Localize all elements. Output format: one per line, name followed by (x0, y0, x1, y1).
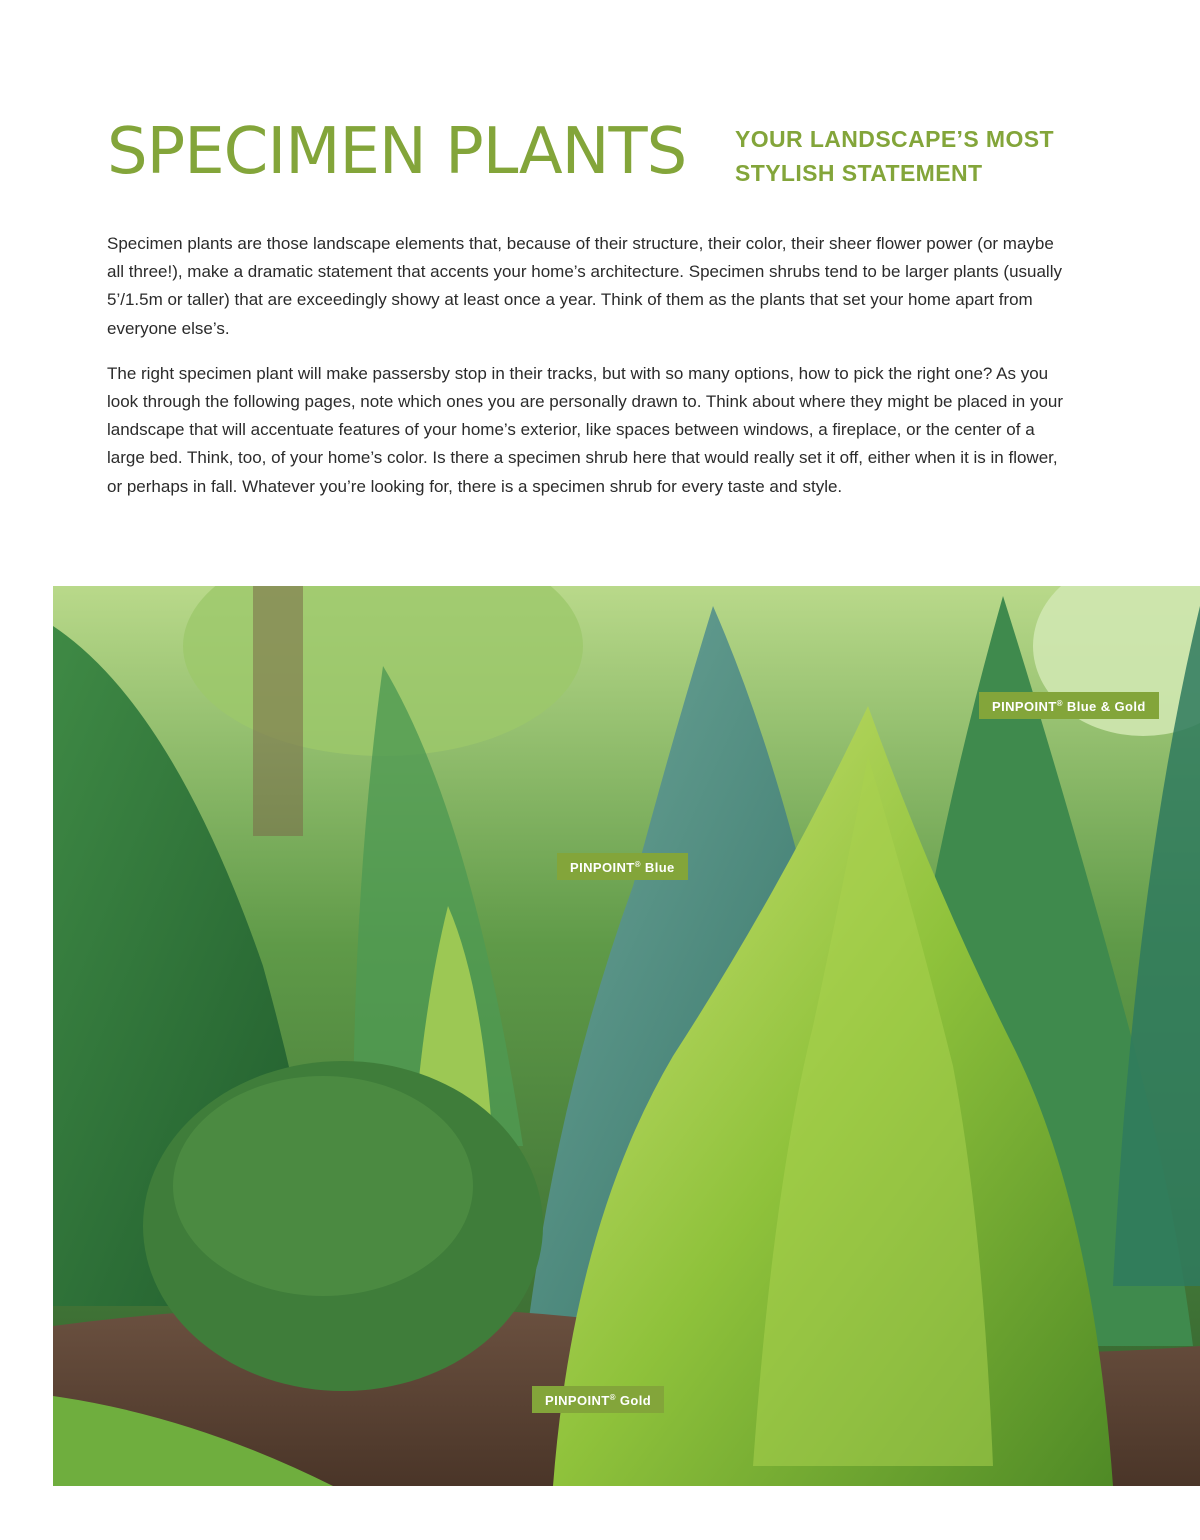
label-variety: Blue (640, 860, 675, 875)
label-brand: PINPOINT (570, 860, 635, 875)
page-title: SPECIMEN PLANTS (107, 115, 687, 189)
label-variety: Blue & Gold (1062, 699, 1146, 714)
label-brand: PINPOINT (992, 699, 1057, 714)
label-variety: Gold (615, 1393, 652, 1408)
label-brand: PINPOINT (545, 1393, 610, 1408)
label-pinpoint-blue (557, 853, 688, 880)
registered-mark: ® (634, 860, 641, 869)
page-subtitle (735, 122, 1075, 190)
page-header (107, 110, 1067, 200)
intro-paragraph-1: Specimen plants are those landscape elements that, because of their structure, their color, their sheer flower power (or maybe all three!), make a dramatic statement that accents your home’s architecture. Specimen shrubs tend to be larger plants (usually 5’/1.5m or taller) that are exceedingly showy at least once a year. Think of them as the plants that set your home apart from everyone else’s. (107, 234, 1062, 338)
subtitle-line-1: YOUR LANDSCAPE’S MOST (735, 126, 1054, 152)
label-pinpoint-blue-gold (979, 692, 1159, 719)
registered-mark: ® (609, 1393, 616, 1402)
label-pinpoint-gold (532, 1386, 664, 1413)
subtitle-line-2: STYLISH STATEMENT (735, 160, 983, 186)
intro-text (107, 230, 1067, 518)
garden-photo (53, 586, 1200, 1486)
garden-photo-illustration (53, 586, 1200, 1486)
intro-paragraph-2: The right specimen plant will make passersby stop in their tracks, but with so many options, how to pick the right one? As you look through the following pages, note which ones you are personally drawn to. Think about where they might be placed in your landscape that will accentuate features of your home’s exterior, like spaces between windows, a fireplace, or the center of a large bed. Think, too, of your home’s color. Is there a specimen shrub here that would really set it off, either when it is in flower, or perhaps in fall. Whatever you’re looking for, there is a specimen shrub for every taste and style. (107, 363, 1064, 496)
registered-mark: ® (1056, 699, 1063, 708)
